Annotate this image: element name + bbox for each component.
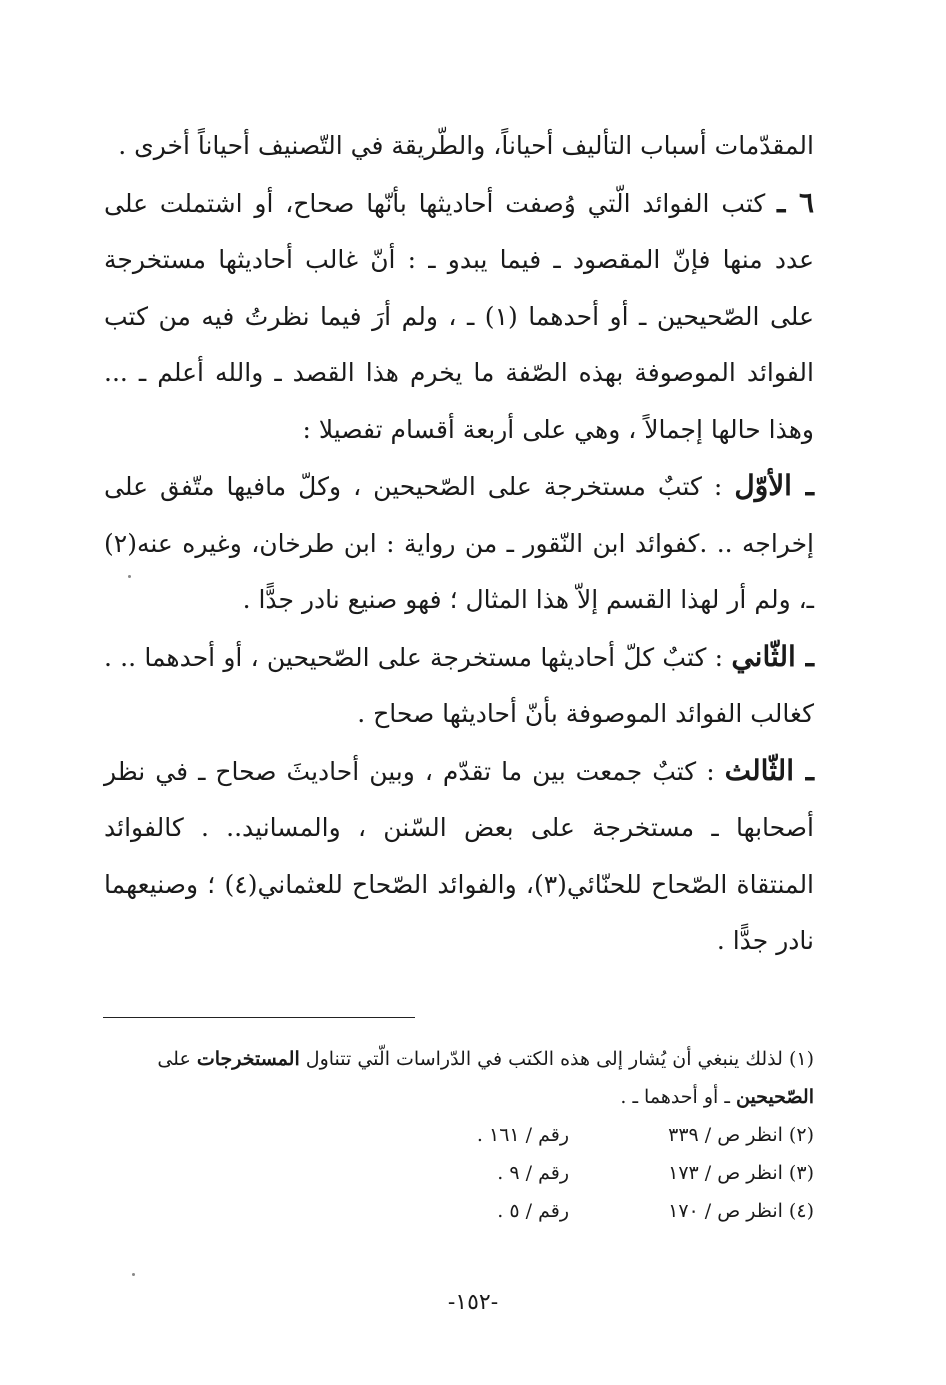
paragraph-third xyxy=(104,743,814,970)
paragraph-first xyxy=(104,458,814,629)
footnote-3: (٣) انظر ص / ١٧٣ رقم / ٩ . xyxy=(497,1162,814,1184)
paragraph-third-text: : كتبٌ جمعت بين ما تقدّم ، وبين أحاديثَ صحاح ـ في نظر أصحابها ـ مستخرجة على بعض السّنن ، والمسانيد.. . كالفوائد المنتقاة الصّحاح للحنّائي(٣)، والفوائد الصّحاح للعثماني(٤) ؛ وصنيعهما نادر جدًّا . xyxy=(104,756,815,955)
footnote-1: (١) لذلك ينبغي أن يُشار إلى هذه الكتب في الدّراسات الّتي تتناول المستخرجات على الصّحيحين ـ أو أحدهما ـ . xyxy=(157,1048,814,1108)
footnote-separator xyxy=(103,1017,415,1018)
page-number: -١٥٢- xyxy=(447,1290,499,1315)
footnote-4: (٤) انظر ص / ١٧٠ رقم / ٥ . xyxy=(497,1200,814,1222)
section-label-first: ـ الأوّل xyxy=(734,469,814,502)
paragraph-first-text: : كتبٌ مستخرجة على الصّحيحين ، وكلّ مافيها متّفق على إخراجه .. .كفوائد ابن النّقور ـ من رواية : ابن طرخان، وغيره عنه(٢) ـ، ولم أر لهذا القسم إلاّ هذا المثال ؛ فهو صنيع نادر جدًّا . xyxy=(104,472,814,614)
footnote-2: (٢) انظر ص / ٣٣٩ رقم / ١٦١ . xyxy=(476,1124,814,1146)
paragraph-6-text: كتب الفوائد الّتي وُصفت أحاديثها بأنّها صحاح، أو اشتملت على عدد منها فإنّ المقصود ـ فيما يبدو ـ : أنّ غالب أحاديثها مستخرجة على الصّحيحين ـ أو أحدهما (١) ـ ، ولم أرَ فيما نظرتُ فيه من كتب الفوائد الموصوفة بهذه الصّفة ما يخرم هذا القصد ـ والله أعلم ـ ... وهذا حالها إجمالاً ، وهي على أربعة أقسام تفصيلا : xyxy=(104,188,814,444)
paragraph-6 xyxy=(104,175,814,459)
main-text xyxy=(104,118,814,970)
section-label-third: ـ الثّالث xyxy=(724,753,814,787)
paragraph-intro: المقدّمات أسباب التأليف أحياناً، والطّريقة في التّصنيف أحياناً أخرى . xyxy=(118,131,814,160)
item-number: ٦ ـ xyxy=(777,185,814,219)
footnotes xyxy=(102,1040,814,1230)
paragraph-second-text: : كتبٌ كلّ أحاديثها مستخرجة على الصّحيحين ، أو أحدهما .. . كغالب الفوائد الموصوفة بأنّ أحاديثها صحاح . xyxy=(104,642,814,728)
scan-speck xyxy=(128,575,131,578)
section-label-second: ـ الثّاني xyxy=(731,639,814,673)
paragraph-second xyxy=(104,629,814,743)
scan-speck xyxy=(132,1273,135,1276)
